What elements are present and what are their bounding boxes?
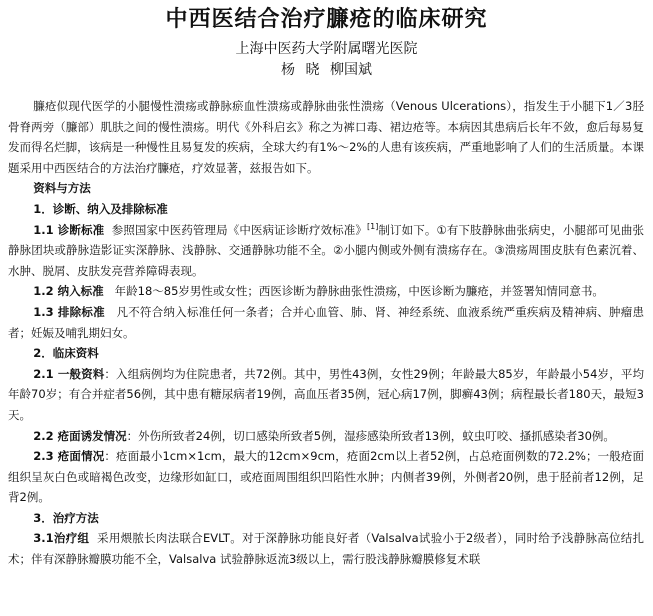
authors: 杨 晓 柳国斌 bbox=[281, 62, 372, 78]
paper-body bbox=[8, 96, 644, 570]
treatment-text: 采用煨脓长肉法联合EVLT。对于深静脉功能良好者（Valsalva试验小于2级者），同时给予浅静脉高位结扎术；伴有深静脉瓣膜功能不全，Valsalva 试验静脉返流3级以上，需行股浅静脉瓣膜修复术联 bbox=[8, 531, 644, 567]
wound-cause-text: ：外伤所致者24例，切口感染所致者5例，湿疹感染所致者13例，蚊虫叮咬、搔抓感染者30例。 bbox=[126, 428, 615, 443]
paragraph-general-data bbox=[8, 364, 644, 426]
section-heading-methods: 资料与方法 bbox=[33, 181, 91, 196]
paragraph-diagnostic-criteria bbox=[8, 220, 644, 282]
intro-paragraph: 臁疮似现代医学的小腿慢性溃疡或静脉瘀血性溃疡或静脉曲张性溃疡（Venous Ulcerations），指发生于小腿下1／3胫骨脊两旁（臁部）肌肤之间的慢性溃疡。明代《外科启玄》称之为裤口毒、裙边疮等。本病因其患病后长年不敛，愈后每易复发而得名烂脚，该病是一种慢性且易复发的疾病，全球大约有1%～2%的人患有该疾病，严重地影响了人们的生活质量。本课题采用中西医结合的方法治疗臁疮，疗效显著，兹报告如下。 bbox=[8, 99, 644, 175]
section-heading-clinical: 2．临床资料 bbox=[33, 346, 99, 361]
subheading-wound-condition: 2.3 疮面情况 bbox=[33, 449, 105, 464]
paragraph-wound-condition bbox=[8, 446, 644, 508]
subheading-exclusion: 1.3 排除标准 bbox=[33, 304, 105, 319]
subheading-wound-cause: 2.2 疮面诱发情况 bbox=[33, 428, 127, 443]
paper-title: 中西医结合治疗臁疮的临床研究 bbox=[165, 6, 488, 32]
subheading-general: 2.1 一般资料 bbox=[33, 366, 105, 381]
general-text: ：入组病例均为住院患者，共72例。其中，男性43例，女性29例；年龄最大85岁，年龄最小54岁，平均年龄70岁；有合并症者56例，其中患有糖尿病者19例，高血压者35例，冠心病17例，脚癣43例；病程最长者180天，最短3天。 bbox=[8, 366, 644, 422]
paragraph-inclusion-criteria bbox=[8, 281, 644, 302]
paragraph-exclusion-criteria bbox=[8, 302, 644, 343]
section-heading-treatment: 3．治疗方法 bbox=[33, 510, 99, 525]
inclusion-text: 年龄18～85岁男性或女性；西医诊断为静脉曲张性溃疡，中医诊断为臁疮，并签署知情同意书。 bbox=[114, 284, 604, 299]
wound-condition-text: ：疮面最小1cm×1cm，最大的12cm×9cm，疮面2cm以上者52例，占总疮面例数的72.2%；一般疮面组织呈灰白色或暗褐色改变，边缘形如缸口，或疮面周围组织凹陷性水肿；内侧者39例，外侧者20例，患于胫前者12例，足背2例。 bbox=[8, 449, 644, 505]
paragraph-wound-cause bbox=[8, 426, 644, 447]
diagnostic-text-b: 制订如下。①有下肢静脉曲张病史，小腿部可见曲张静脉团块或静脉造影证实深静脉、浅静脉、交通静脉功能不全。②小腿内侧或外侧有溃疡存在。③溃疡周围皮肤有色素沉着、水肿、脱屑、皮肤发亮营养障碍表现。 bbox=[8, 222, 644, 278]
diagnostic-text-a: 参照国家中医药管理局《中医病证诊断疗效标准》 bbox=[111, 222, 367, 237]
subheading-diagnostic: 1.1 诊断标准 bbox=[33, 222, 105, 237]
subheading-inclusion: 1.2 纳入标准 bbox=[33, 284, 104, 299]
exclusion-text: 凡不符合纳入标准任何一条者；合并心血管、肺、肾、神经系统、血液系统严重疾病及精神病、肿瘤患者；妊娠及哺乳期妇女。 bbox=[8, 304, 644, 340]
reference-marker: [1] bbox=[366, 221, 379, 231]
subheading-treatment-group: 3.1治疗组 bbox=[33, 531, 90, 546]
section-heading-criteria: 1．诊断、纳入及排除标准 bbox=[33, 201, 168, 216]
affiliation: 上海中医药大学附属曙光医院 bbox=[235, 41, 418, 57]
paragraph-treatment-group bbox=[8, 528, 644, 569]
